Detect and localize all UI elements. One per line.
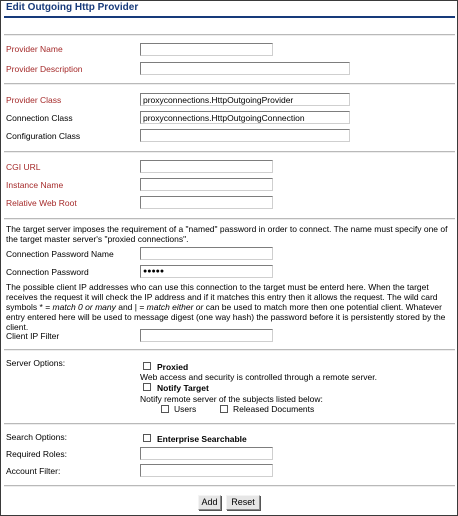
section-divider	[4, 218, 455, 220]
connection-password-label: Connection Password	[6, 267, 89, 277]
client-ip-filter-input[interactable]	[140, 329, 273, 342]
section-divider	[4, 83, 455, 85]
configuration-class-label: Configuration Class	[6, 131, 81, 141]
reset-button[interactable]: Reset	[226, 495, 260, 510]
client-ip-help-text: The possible client IP addresses who can use this connection to the target must be enterd here. When the target receives the request it will check the IP address and if it matches this entry then it allows the request. The wild card symbols * = match 0 or many and | = match either or can be used to match more then one potential client. Whatever entry entered here will be used to message digest (one way hash) the password before it is persistently stored by the client.	[6, 282, 446, 332]
required-roles-label: Required Roles:	[6, 449, 67, 459]
provider-description-label: Provider Description	[6, 64, 83, 74]
released-documents-label: Released Documents	[233, 404, 315, 414]
instance-name-input[interactable]	[140, 178, 273, 191]
relative-web-root-input[interactable]	[140, 196, 273, 209]
connection-password-name-label: Connection Password Name	[6, 249, 114, 259]
provider-name-label: Provider Name	[6, 44, 63, 54]
provider-class-input[interactable]	[140, 93, 350, 106]
section-divider	[4, 423, 455, 425]
enterprise-searchable-label: Enterprise Searchable	[157, 434, 247, 444]
cgi-url-label: CGI URL	[6, 162, 41, 172]
cgi-url-input[interactable]	[140, 160, 273, 173]
users-label: Users	[174, 404, 197, 414]
section-divider	[4, 151, 455, 153]
instance-name-label: Instance Name	[6, 180, 64, 190]
section-divider	[4, 485, 455, 487]
users-checkbox[interactable]	[161, 405, 169, 413]
relative-web-root-label: Relative Web Root	[6, 198, 77, 208]
add-button[interactable]: Add	[198, 495, 221, 510]
connection-password-input[interactable]: ●●●●●	[140, 265, 273, 278]
released-documents-checkbox[interactable]	[220, 405, 228, 413]
client-ip-filter-label: Client IP Filter	[6, 331, 60, 341]
connection-class-label: Connection Class	[6, 113, 73, 123]
server-options-label: Server Options:	[6, 358, 66, 368]
required-roles-input[interactable]	[140, 447, 273, 460]
notify-target-description: Notify remote server of the subjects listed below:	[140, 394, 323, 404]
proxied-label: Proxied	[157, 362, 189, 372]
notify-target-label: Notify Target	[157, 383, 209, 393]
provider-class-label: Provider Class	[6, 95, 62, 105]
enterprise-searchable-checkbox[interactable]	[143, 434, 151, 442]
connection-class-input[interactable]	[140, 111, 350, 124]
configuration-class-input[interactable]	[140, 129, 350, 142]
proxied-checkbox[interactable]	[143, 362, 151, 370]
search-options-label: Search Options:	[6, 432, 67, 442]
proxied-description: Web access and security is controlled through a remote server.	[140, 372, 378, 382]
page-title: Edit Outgoing Http Provider	[6, 2, 139, 13]
connection-password-name-input[interactable]	[140, 247, 273, 260]
connection-intro-text: The target server imposes the requirement of a "named" password in order to connect. The name must specify one of the target master server's "proxied connections".	[6, 224, 448, 244]
section-divider	[4, 34, 455, 36]
provider-description-input[interactable]	[140, 62, 350, 75]
section-divider	[4, 349, 455, 351]
notify-target-checkbox[interactable]	[143, 383, 151, 391]
account-filter-label: Account Filter:	[6, 466, 61, 476]
provider-name-input[interactable]	[140, 43, 273, 56]
title-underline	[4, 16, 455, 18]
account-filter-input[interactable]	[140, 464, 273, 477]
